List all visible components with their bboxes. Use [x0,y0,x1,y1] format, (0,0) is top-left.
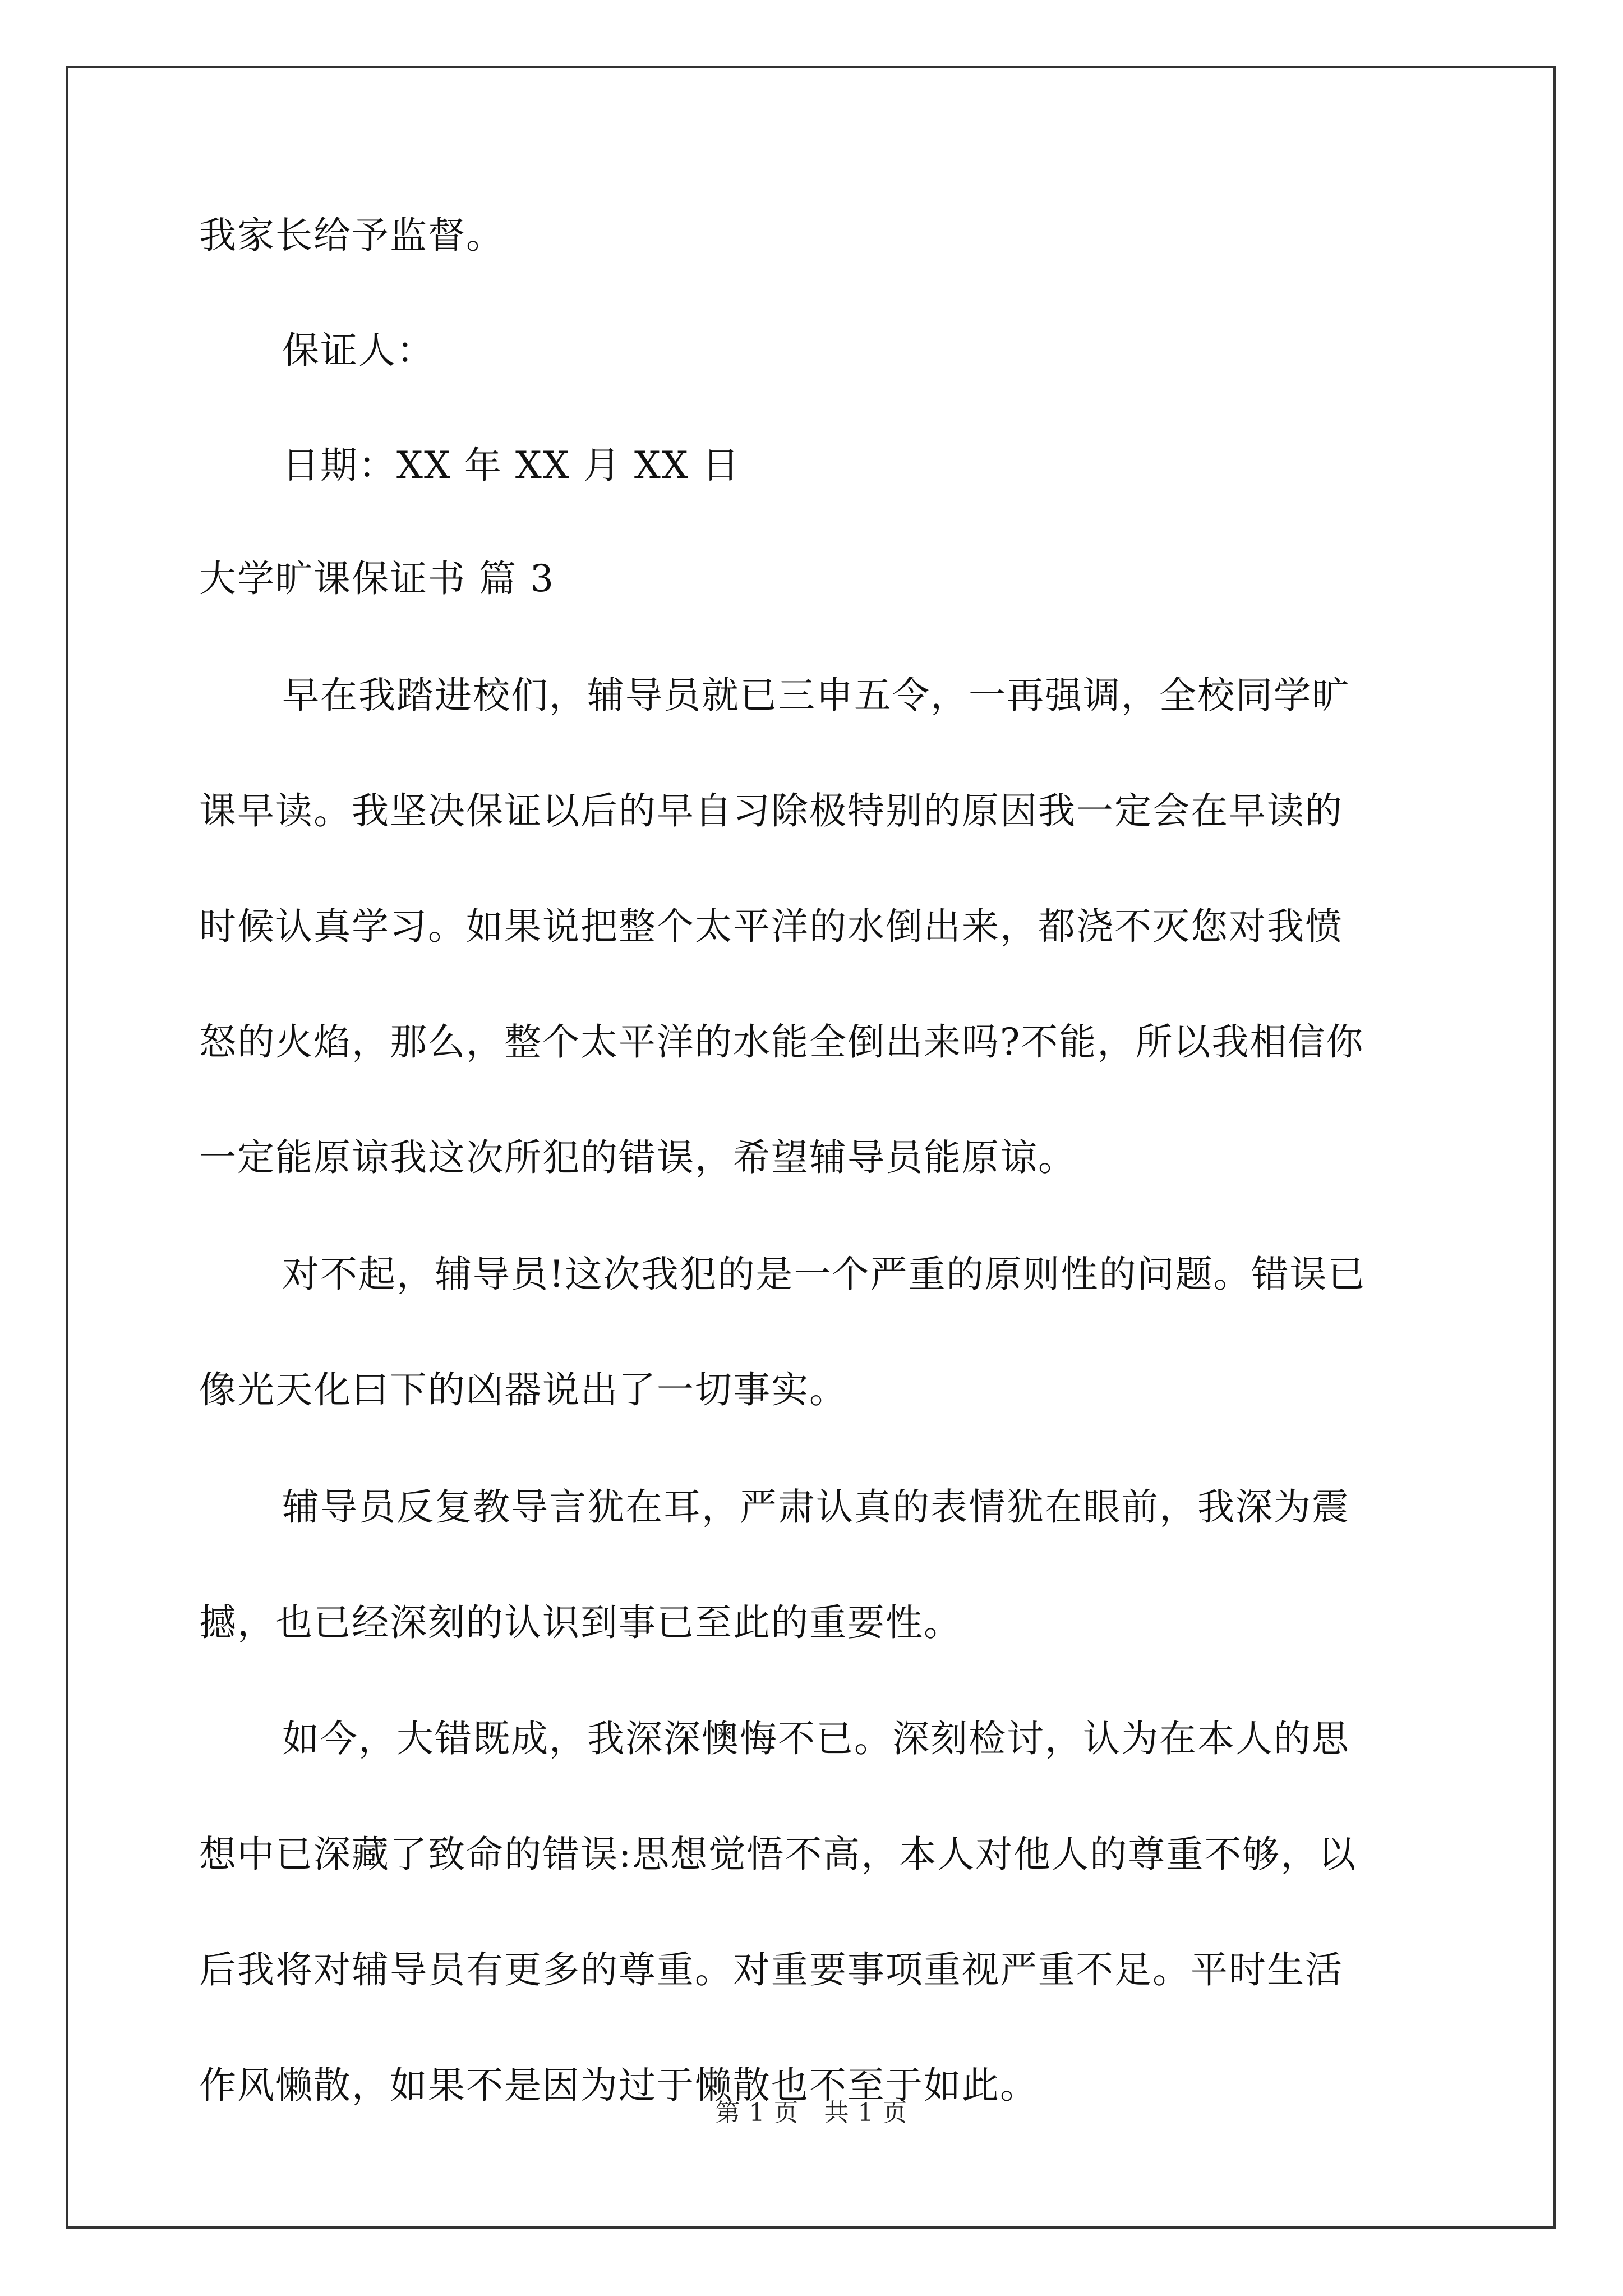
text-line: 后我将对辅导员有更多的尊重。对重要事项重视严重不足。平时生活 [199,1948,1343,1991]
text-line: 我家长给予监督。 [199,214,504,257]
text-line: 一定能原谅我这次所犯的错误，希望辅导员能原谅。 [199,1136,1076,1179]
continuation-text [199,213,1433,258]
date-line [199,443,1516,488]
text-line: 早在我踏进校们，辅导员就已三申五令，一再强调，全校同学旷 [282,674,1350,717]
text-line: 想中已深藏了致命的错误:思想觉悟不高，本人对他人的尊重不够，以 [199,1833,1357,1876]
text-line: 怒的火焰，那么，整个太平洋的水能全倒出来吗?不能，所以我相信你 [199,1020,1364,1064]
text-line: 课早读。我坚决保证以后的早自习除极特别的原因我一定会在早读的 [199,789,1343,832]
text-line: 作风懒散，如果不是因为过于懒散也不至于如此。 [199,2064,1038,2107]
text-line: 时候认真学习。如果说把整个太平洋的水倒出来，都浇不灭您对我愤 [199,905,1343,948]
paragraph-4 [199,1717,1433,2108]
text-line: 如今，大错既成，我深深懊悔不已。深刻检讨，认为在本人的思 [282,1717,1350,1760]
page-number-footer: 第 1 页 共 1 页 [715,2099,908,2127]
text-line: 像光天化曰下的凶器说出了一切事实。 [199,1368,847,1411]
text-line: 对不起，辅导员!这次我犯的是一个严重的原则性的问题。错误已 [282,1253,1366,1296]
text-line: 日期：XX 年 XX 月 XX 日 [282,444,740,487]
guarantor-label [199,328,1516,373]
paragraph-2 [199,1252,1433,1412]
heading-text: 大学旷课保证书 篇 3 [199,557,555,600]
text-line: 撼，也已经深刻的认识到事已至此的重要性。 [199,1601,962,1644]
paragraph-3 [199,1485,1433,1645]
text-line: 辅导员反复教导言犹在耳，严肃认真的表情犹在眼前，我深为震 [282,1485,1350,1529]
text-line: 保证人： [282,329,435,372]
paragraph-1 [199,673,1433,1180]
section-heading [199,556,1433,601]
